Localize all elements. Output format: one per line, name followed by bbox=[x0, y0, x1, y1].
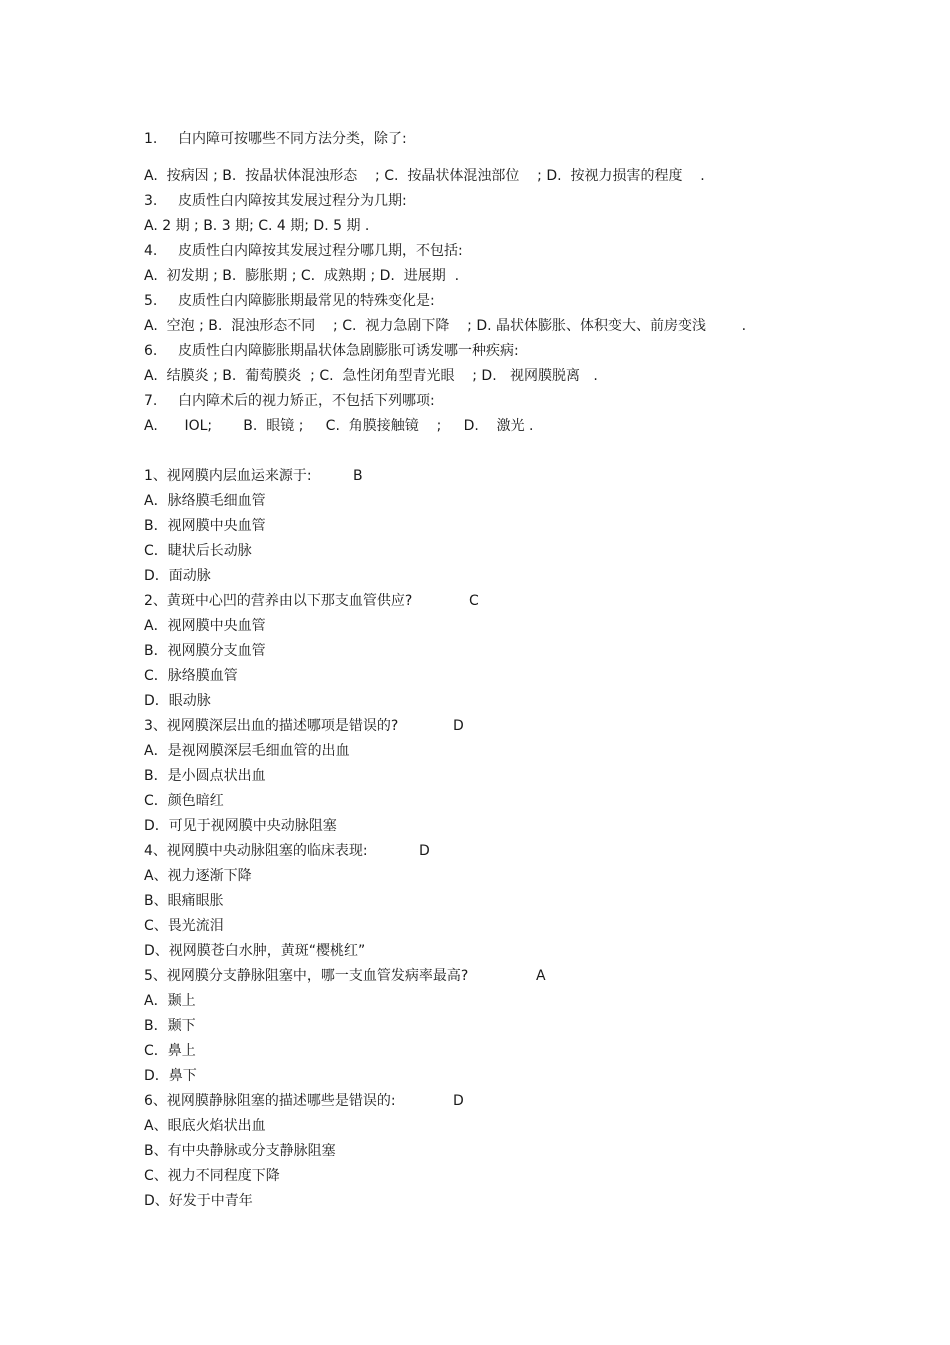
option: D、好发于中青年 bbox=[144, 1193, 253, 1209]
option: D．可见于视网膜中央动脉阻塞 bbox=[144, 818, 337, 834]
option: B．视网膜分支血管 bbox=[144, 643, 266, 659]
option: B．是小圆点状出血 bbox=[144, 768, 266, 784]
option: A．脉络膜毛细血管 bbox=[144, 493, 266, 509]
question-text: 2、黄斑中心凹的营养由以下那支血管供应? bbox=[144, 593, 413, 609]
question-text: 6、视网膜静脉阻塞的描述哪些是错误的: bbox=[144, 1093, 396, 1109]
question-text: 4、视网膜中央动脉阻塞的临床表现: bbox=[144, 843, 368, 859]
question-3-options: A. 2 期 ; B. 3 期; C. 4 期; D. 5 期 . bbox=[144, 218, 370, 234]
option: A．颞上 bbox=[144, 993, 196, 1009]
s2-question-4 bbox=[144, 842, 430, 860]
option: C．睫状后长动脉 bbox=[144, 543, 252, 559]
option: C、视力不同程度下降 bbox=[144, 1168, 280, 1184]
question-number: 4. bbox=[144, 243, 158, 259]
option: B、眼痛眼胀 bbox=[144, 893, 224, 909]
question-1-options: A. 按病因 ; B. 按晶状体混浊形态 ; C. 按晶状体混浊部位 ; D. 按视力损害的程度 . bbox=[144, 168, 705, 184]
question-text: 5、视网膜分支静脉阻塞中，哪一支血管发病率最高? bbox=[144, 968, 469, 984]
question-number: 6. bbox=[144, 343, 158, 359]
answer-key: C bbox=[469, 593, 479, 609]
question-4-options: A. 初发期 ; B. 膨胀期 ; C. 成熟期 ; D. 进展期 . bbox=[144, 268, 460, 284]
question-6 bbox=[144, 342, 519, 360]
option: D、视网膜苍白水肿，黄斑“樱桃红” bbox=[144, 943, 366, 959]
question-4 bbox=[144, 242, 463, 260]
question-7-options: A. IOL; B. 眼镜 ; C. 角膜接触镜 ; D. 激光 . bbox=[144, 418, 534, 434]
question-text: 皮质性白内障按其发展过程分哪几期，不包括: bbox=[178, 243, 463, 259]
option: B．颞下 bbox=[144, 1018, 196, 1034]
question-text: 白内障可按哪些不同方法分类，除了: bbox=[178, 131, 407, 147]
option: C．鼻上 bbox=[144, 1043, 196, 1059]
option: D．眼动脉 bbox=[144, 693, 211, 709]
option: D．面动脉 bbox=[144, 568, 211, 584]
option: C、畏光流泪 bbox=[144, 918, 224, 934]
question-text: 皮质性白内障按其发展过程分为几期: bbox=[178, 193, 407, 209]
option: C．颜色暗红 bbox=[144, 793, 224, 809]
question-6-options: A. 结膜炎 ; B. 葡萄膜炎 ; C. 急性闭角型青光眼 ; D. 视网膜脱离 . bbox=[144, 368, 598, 384]
question-text: 皮质性白内障膨胀期最常见的特殊变化是: bbox=[178, 293, 435, 309]
answer-key: A bbox=[536, 968, 546, 984]
s2-question-3 bbox=[144, 717, 464, 735]
question-number: 5. bbox=[144, 293, 158, 309]
option: A、视力逐渐下降 bbox=[144, 868, 252, 884]
s2-question-1 bbox=[144, 467, 363, 485]
option: B．视网膜中央血管 bbox=[144, 518, 266, 534]
s2-question-5 bbox=[144, 967, 546, 985]
s2-question-6 bbox=[144, 1092, 464, 1110]
question-5-options: A. 空泡 ; B. 混浊形态不同 ; C. 视力急剧下降 ; D. 晶状体膨胀、体积变大、前房变浅 . bbox=[144, 318, 747, 334]
question-number: 7. bbox=[144, 393, 158, 409]
s2-question-2 bbox=[144, 592, 479, 610]
option: B、有中央静脉或分支静脉阻塞 bbox=[144, 1143, 336, 1159]
question-1 bbox=[144, 130, 407, 148]
question-3 bbox=[144, 192, 407, 210]
answer-key: D bbox=[453, 718, 464, 734]
option: A、眼底火焰状出血 bbox=[144, 1118, 266, 1134]
question-5 bbox=[144, 292, 435, 310]
question-text: 白内障术后的视力矫正，不包括下列哪项: bbox=[178, 393, 435, 409]
option: C．脉络膜血管 bbox=[144, 668, 238, 684]
question-text: 1、视网膜内层血运来源于: bbox=[144, 468, 312, 484]
question-number: 3. bbox=[144, 193, 158, 209]
option: A．是视网膜深层毛细血管的出血 bbox=[144, 743, 350, 759]
question-text: 皮质性白内障膨胀期晶状体急剧膨胀可诱发哪一种疾病: bbox=[178, 343, 519, 359]
question-number: 1. bbox=[144, 131, 158, 147]
question-7 bbox=[144, 392, 435, 410]
option: D．鼻下 bbox=[144, 1068, 197, 1084]
answer-key: D bbox=[453, 1093, 464, 1109]
answer-key: D bbox=[419, 843, 430, 859]
option: A．视网膜中央血管 bbox=[144, 618, 266, 634]
answer-key: B bbox=[353, 468, 363, 484]
question-text: 3、视网膜深层出血的描述哪项是错误的? bbox=[144, 718, 399, 734]
